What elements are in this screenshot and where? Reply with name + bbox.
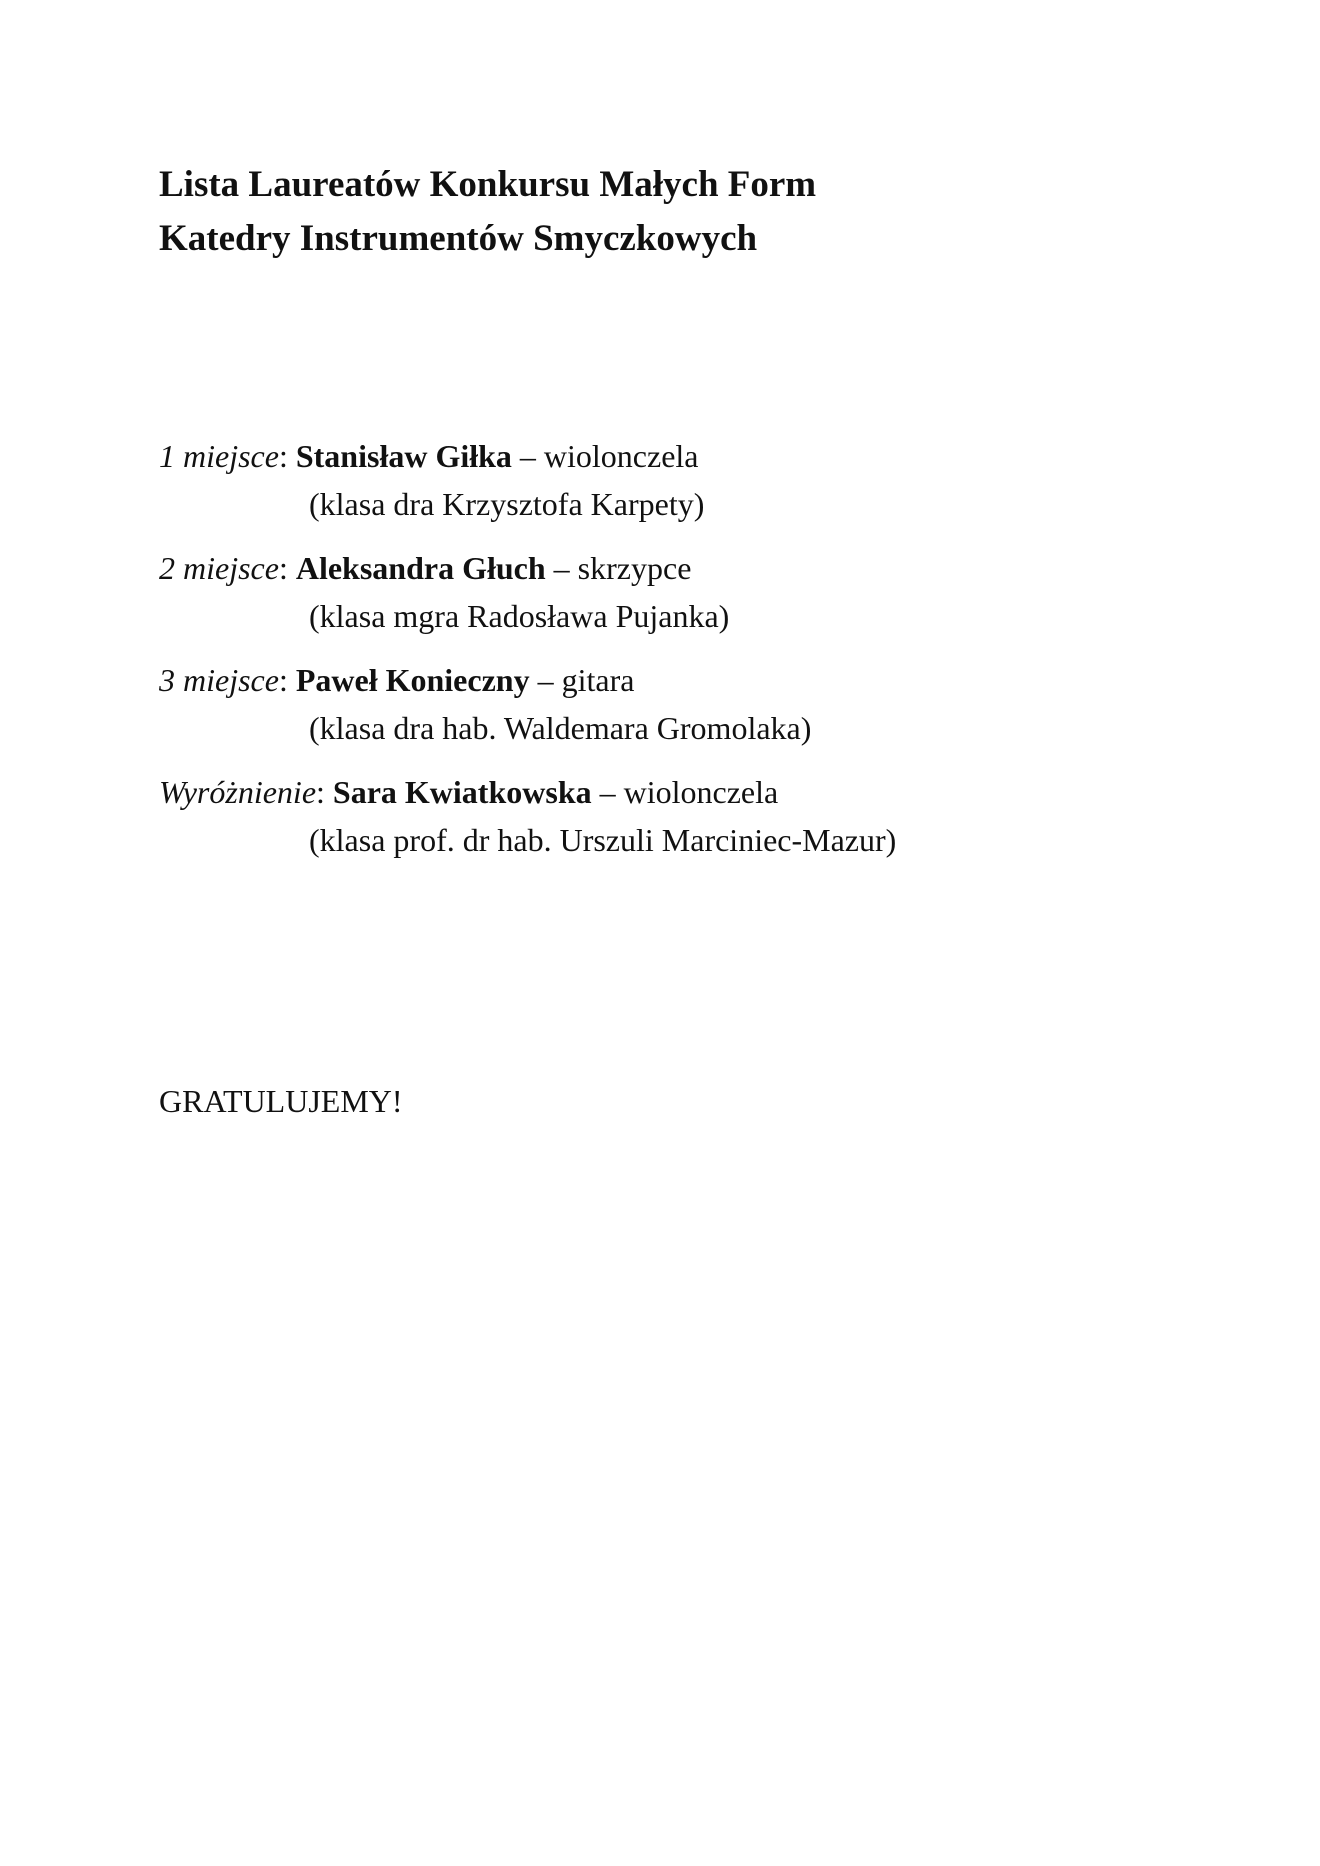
laureate-entry-2: 2 miejsce: Aleksandra Głuch – skrzypce (klasa mgra Radosława Pujanka): [159, 544, 1209, 640]
teacher-class: (klasa mgra Radosława Pujanka): [309, 598, 730, 634]
instrument: wiolonczela: [543, 438, 699, 474]
title-line-1: Lista Laureatów Konkursu Małych Form: [159, 164, 817, 205]
laureate-name: Sara Kwiatkowska: [332, 774, 592, 810]
instrument: gitara: [561, 662, 635, 698]
closing-text: GRATULUJEMY!: [159, 1083, 403, 1119]
place-label: 3 miejsce: [159, 662, 279, 698]
place-label: 1 miejsce: [159, 438, 279, 474]
place-label: Wyróżnienie: [159, 774, 317, 810]
title-line-2: Katedry Instrumentów Smyczkowych: [159, 218, 758, 259]
teacher-class: (klasa prof. dr hab. Urszuli Marciniec-Mazur): [309, 822, 897, 858]
laureate-entry-1: 1 miejsce: Stanisław Giłka – wiolonczela (klasa dra Krzysztofa Karpety): [159, 432, 1209, 528]
instrument: skrzypce: [577, 550, 692, 586]
laureate-name: Stanisław Giłka: [295, 438, 512, 474]
place-label: 2 miejsce: [159, 550, 279, 586]
teacher-class: (klasa dra Krzysztofa Karpety): [309, 486, 705, 522]
laureate-entry-distinction: Wyróżnienie: Sara Kwiatkowska – wiolonczela (klasa prof. dr hab. Urszuli Marciniec-Mazur): [159, 768, 1209, 864]
instrument: wiolonczela: [623, 774, 779, 810]
laureate-name: Aleksandra Głuch: [295, 550, 546, 586]
teacher-class: (klasa dra hab. Waldemara Gromolaka): [309, 710, 812, 746]
laureates-list: [159, 432, 1209, 880]
document-title: [159, 158, 816, 266]
laureate-name: Paweł Konieczny: [295, 662, 530, 698]
laureate-entry-3: 3 miejsce: Paweł Konieczny – gitara (klasa dra hab. Waldemara Gromolaka): [159, 656, 1209, 752]
